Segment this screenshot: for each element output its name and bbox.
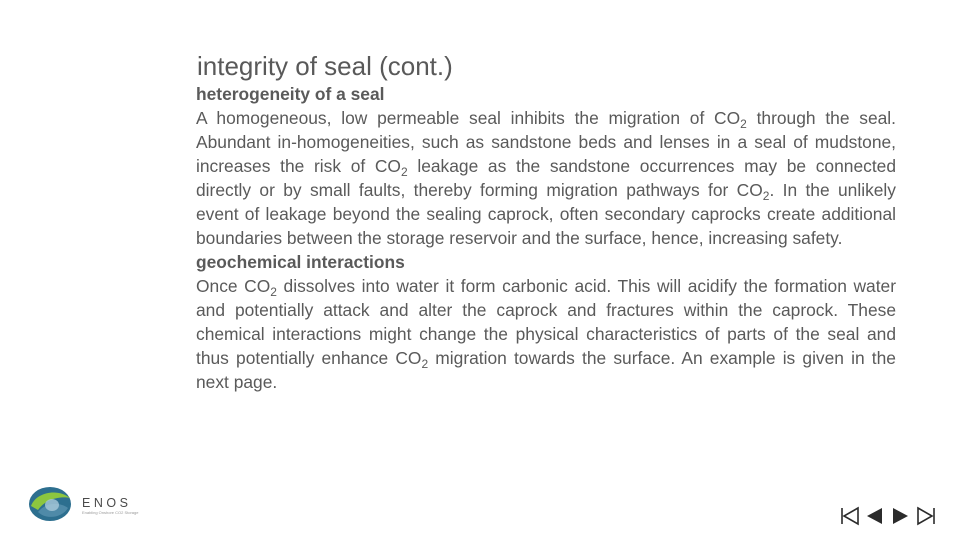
paragraph-geochemical bbox=[196, 274, 896, 394]
previous-slide-button[interactable] bbox=[864, 506, 884, 526]
subscript: 2 bbox=[740, 117, 747, 131]
paragraph-text: . In the unlikely event of leakage beyond the sealing caprock, often secondary caprocks create additional boundaries between the storage reservoir and the surface, hence, increasing safety. bbox=[196, 180, 896, 248]
next-slide-button[interactable] bbox=[891, 506, 911, 526]
subscript: 2 bbox=[762, 189, 770, 203]
slide-title: integrity of seal (cont.) bbox=[197, 51, 453, 81]
logo-wordmark: ENOS bbox=[82, 496, 132, 510]
paragraph-text: dissolves into water it form carbonic acid. This will acidify the formation water and potentially attack and alter the caprock and fractures within the caprock. These chemical interactions might change the physical characteristics of parts of the seal and thus potentially enhance CO bbox=[196, 276, 896, 368]
previous-slide-icon bbox=[864, 506, 884, 526]
last-slide-button[interactable] bbox=[916, 506, 936, 526]
paragraph-text: Once CO bbox=[196, 276, 271, 296]
subscript: 2 bbox=[421, 357, 429, 371]
section-heading-heterogeneity: heterogeneity of a seal bbox=[196, 84, 385, 104]
first-slide-button[interactable] bbox=[840, 506, 860, 526]
next-slide-icon bbox=[891, 506, 911, 526]
subscript: 2 bbox=[400, 165, 408, 179]
paragraph-text: migration towards the surface. An example is given in the next page. bbox=[196, 348, 896, 392]
section-heading-geochemical: geochemical interactions bbox=[196, 252, 405, 272]
paragraph-text: leakage as the sandstone occurrences may be connected directly or by small faults, thereby forming migration pathways for CO bbox=[196, 156, 896, 200]
paragraph-text: through the seal. Abundant in-homogeneities, such as sandstone beds and lenses in a seal of mudstone, increases the risk of CO bbox=[196, 108, 897, 176]
slide-body bbox=[196, 82, 896, 394]
paragraph-text: A homogeneous, low permeable seal inhibits the migration of CO bbox=[196, 108, 741, 128]
first-slide-icon bbox=[840, 506, 860, 526]
subscript: 2 bbox=[270, 285, 277, 299]
logo-tagline: Enabling Onshore CO2 Storage bbox=[82, 510, 139, 515]
paragraph-heterogeneity bbox=[196, 106, 896, 250]
last-slide-icon bbox=[916, 506, 936, 526]
